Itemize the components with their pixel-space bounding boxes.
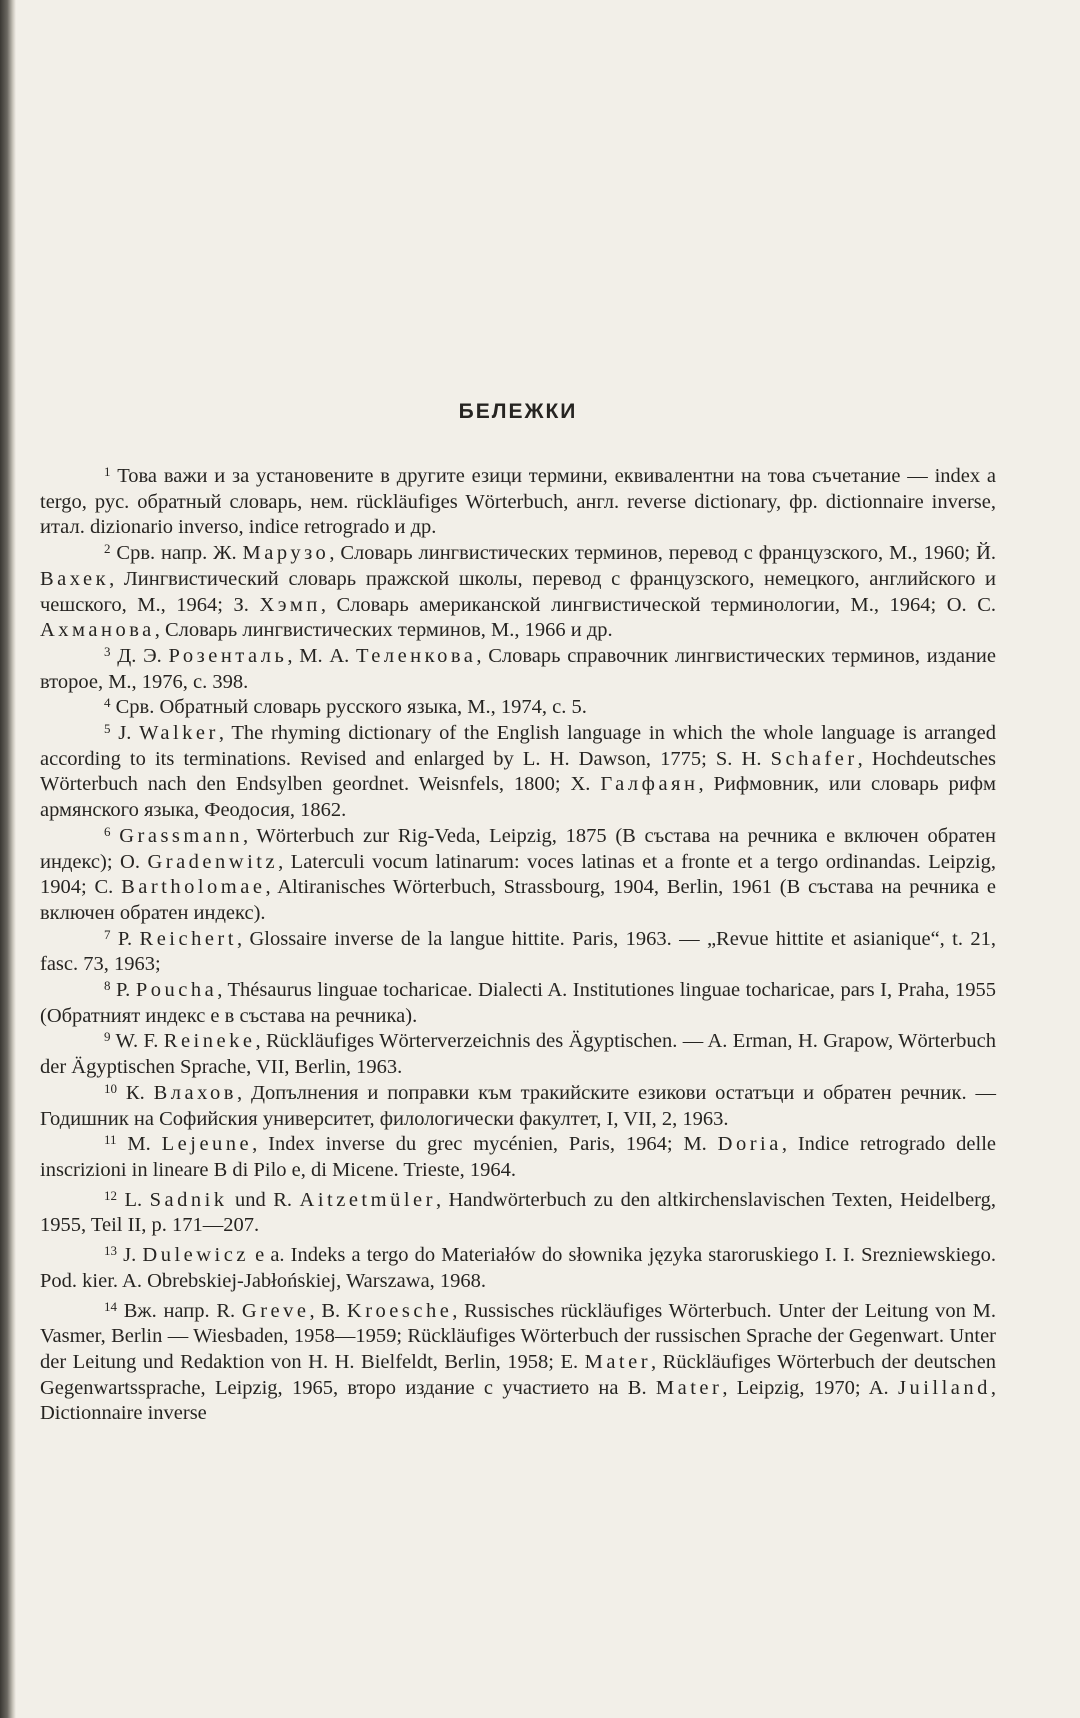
author-name: Doria	[717, 1133, 782, 1156]
footnote	[40, 1081, 996, 1132]
footnote-text: , Рифмовник, или словарь рифм армянского языка, Феодосия, 1862.	[40, 773, 997, 822]
footnote-text: , B.	[309, 1299, 347, 1322]
footnote	[40, 464, 996, 541]
footnote-text: Това важи и за установените в другите езици термини, еквивалентни на това съчетание — index a tergo, рус. обратный словарь, нем. rückläufiges Wörterbuch, англ. reverse dictionary, фр. dictionnaire inverse, итал. dizionario inverso, indice retrogrado и др.	[40, 465, 996, 539]
footnote	[40, 978, 996, 1029]
footnote-number: 10	[104, 1080, 117, 1096]
footnote-text: , Допълнения и поправки към тракийските езикови остатъци и обратен речник. — Годишник на Софийския университет, филологически факултет, I, VII, 2, 1963.	[40, 1081, 996, 1130]
footnote	[40, 644, 996, 695]
author-name: Grassmann	[119, 824, 243, 847]
footnote	[40, 695, 996, 721]
footnote-text: Срв. Обратный словарь русского языка, М., 1974, с. 5.	[115, 696, 587, 719]
author-name: Марузо	[242, 542, 330, 565]
page-title: БЕЛЕЖКИ	[458, 400, 578, 423]
footnote-text: , Laterculi vocum latinarum: voces latinas et a fronte et a tergo ordinandas. Leipzig, 1904; C.	[40, 850, 996, 899]
footnote-text: , М. А.	[287, 644, 357, 667]
footnote-number: 13	[104, 1243, 117, 1259]
footnote-text: J.	[123, 1244, 143, 1267]
footnote-text: P.	[116, 979, 136, 1002]
footnote-text: , The rhyming dictionary of the English language in which the whole language is arranged according to its terminations. Revised and enlarged by L. H. Dawson, 1775; S. H.	[40, 722, 997, 770]
footnote-text: W. F.	[115, 1030, 164, 1053]
author-name: Ахманова	[40, 619, 155, 642]
footnote-number: 2	[104, 541, 111, 557]
author-name: Теленкова	[356, 644, 477, 667]
footnote-text: , Словарь лингвистических терминов, перевод с французского, М., 1960; Й.	[329, 542, 996, 565]
footnote-text: J.	[118, 722, 140, 745]
footnote-text: , Index inverse du grec mycénien, Paris, 1964; M.	[252, 1133, 718, 1156]
footnote-text: , Leipzig, 1970; A.	[722, 1376, 898, 1399]
footnote-text: , Hochdeutsches Wörterbuch nach den Endsylben geordnet. Weisnfels, 1800; Х.	[40, 747, 997, 796]
footnote-text: , Altiranisches Wörterbuch, Strassbourg, 1904, Berlin, 1961 (В състава на речника е включен обратен индекс).	[40, 876, 996, 924]
author-name: Aitzetmüler	[299, 1188, 436, 1211]
footnote-text: , Wörterbuch zur Rig-Veda, Leipzig, 1875 (В състава на речника е включен обратен индекс); O.	[40, 824, 997, 873]
footnote-number: 7	[104, 926, 111, 942]
author-name: Juilland	[897, 1376, 991, 1399]
author-name: Bartholomae	[121, 876, 266, 899]
author-name: Sadnik	[149, 1188, 228, 1211]
author-name: Greve	[241, 1299, 310, 1322]
author-name: Dulewicz	[142, 1244, 249, 1267]
author-name: Poucha	[135, 979, 218, 1002]
footnote	[40, 1132, 996, 1183]
footnote-text: Вж. напр. R.	[123, 1299, 242, 1322]
author-name: Галфаян	[600, 773, 699, 796]
author-name: Mater	[655, 1376, 723, 1399]
footnote-text: , Словарь справочник лингвистических терминов, издание второе, М., 1976, с. 398.	[40, 644, 996, 693]
author-name: Gradenwitz	[147, 850, 279, 873]
footnote-text: , Словарь лингвистических терминов, М., 1966 и др.	[154, 619, 613, 642]
footnote-number: 1	[104, 464, 111, 479]
footnote-text: Срв. напр. Ж.	[116, 542, 243, 565]
author-name: Влахов	[153, 1081, 237, 1104]
footnote	[40, 1243, 996, 1294]
author-name: Mater	[584, 1350, 652, 1373]
author-name: Lejeune	[161, 1133, 253, 1156]
footnote-text: e a. Indeks a tergo do Materiałów do słownika języka staroruskiego I. I. Srezniewskiego. Pod. kier. A. Obrebskiej-Jabłońskiej, Warszawa, 1968.	[40, 1244, 996, 1292]
footnote-text: , Handwörterbuch zu den altkirchenslavischen Texten, Heidelberg, 1955, Teil II, p. 171—207.	[40, 1188, 997, 1237]
footnote-text: , Rückläufiges Wörterbuch der deutschen Gegenwartssprache, Leipzig, 1965, второ издание с участието на B.	[40, 1350, 996, 1399]
footnote-text: Д. Э.	[117, 644, 169, 667]
footnote-number: 5	[104, 721, 111, 737]
footnote	[40, 927, 996, 978]
footnote	[40, 721, 996, 824]
footnote-text: , Indice retrogrado delle inscrizioni in lineare B di Pilo e, di Micene. Trieste, 1964.	[40, 1133, 997, 1181]
author-name: Хэмп	[259, 593, 321, 616]
footnote	[40, 1188, 996, 1239]
footnote-number: 4	[104, 695, 111, 711]
footnote-text: P.	[117, 927, 140, 950]
footnote-number: 14	[104, 1298, 117, 1314]
author-name: Reineke	[163, 1030, 256, 1053]
footnote-number: 8	[104, 978, 111, 994]
book-spine-shadow	[0, 0, 16, 1718]
author-name: Schafer	[770, 747, 858, 770]
author-name: Kroesche	[346, 1299, 453, 1322]
footnote-number: 9	[104, 1029, 111, 1045]
author-name: Розенталь	[168, 644, 288, 667]
footnote	[40, 541, 996, 644]
footnote-text: К.	[125, 1081, 154, 1104]
footnote	[40, 1029, 996, 1080]
author-name: Reichert	[139, 927, 237, 950]
author-name: Вахек	[40, 567, 110, 590]
footnote-text: , Лингвистический словарь пражской школы, перевод с французского, немецкого, английского и чешского, М., 1964; З.	[40, 567, 996, 616]
footnote-text: und R.	[227, 1188, 300, 1211]
footnote-text: , Словарь американской лингвистической терминологии, М., 1964; О. С.	[320, 593, 996, 616]
book-page	[40, 0, 996, 1718]
footnote-text: , Rückläufiges Wörterverzeichnis des Ägyptischen. — A. Erman, H. Grapow, Wörterbuch der Ägyptischen Sprache, VII, Berlin, 1963.	[40, 1030, 996, 1079]
author-name: Walker	[139, 722, 219, 745]
footnote-text: L.	[124, 1188, 150, 1211]
footnote-number: 6	[104, 823, 111, 839]
footnote-number: 12	[104, 1187, 117, 1203]
footnote-text: , Thésaurus linguae tocharicae. Dialecti A. Institutiones linguae tocharicae, pars I, Praha, 1955 (Обратният индекс е в състава на речника).	[40, 979, 996, 1027]
footnote	[40, 824, 996, 927]
footnote-number: 11	[104, 1132, 117, 1148]
footnote	[40, 1299, 996, 1428]
footnote-text: , Dictionnaire inverse	[40, 1376, 997, 1425]
notes-list	[40, 464, 996, 1427]
footnote-text: M.	[127, 1133, 162, 1156]
footnote-text: , Glossaire inverse de la langue hittite. Paris, 1963. — „Revue hittite et asianique“, t. 21, fasc. 73, 1963;	[40, 927, 996, 976]
footnote-text: , Russisches rückläufiges Wörterbuch. Unter der Leitung von M. Vasmer, Berlin — Wiesbaden, 1958—1959; Rückläufiges Wörterbuch der russischen Sprache der Gegenwart. Unter der Leitung und Redaktion von H. H. Bielfeldt, Berlin, 1958; E.	[40, 1299, 997, 1373]
footnote-number: 3	[104, 643, 111, 659]
